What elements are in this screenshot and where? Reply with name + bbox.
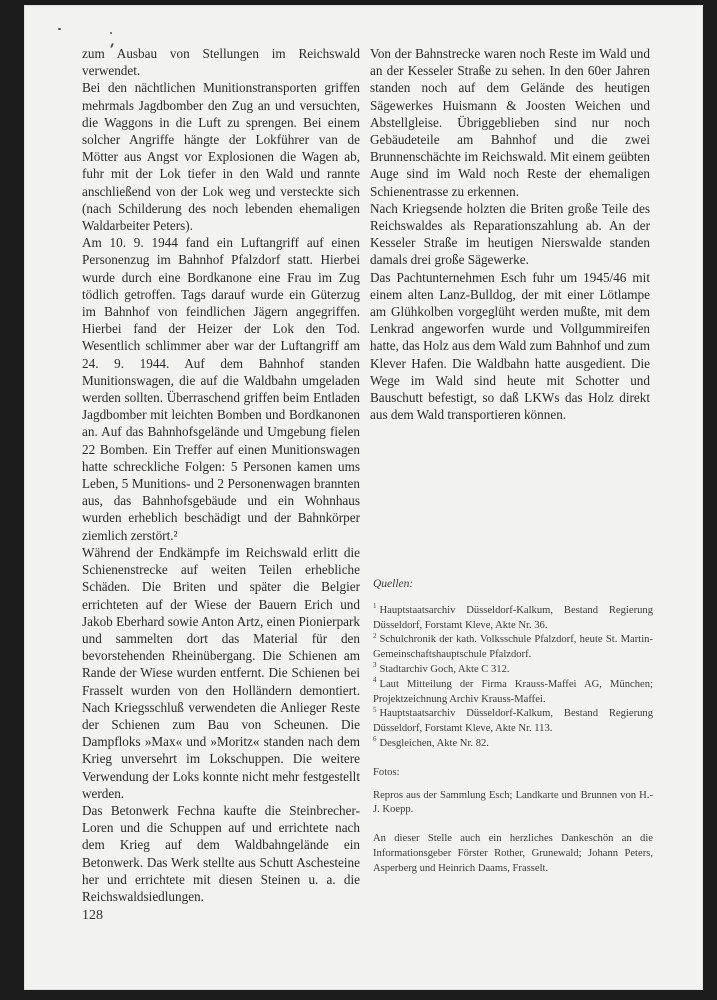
sources-heading: Quellen: (373, 578, 414, 590)
paragraph: Von der Bahnstrecke waren noch Reste im Wald und an der Kesseler Straße zu sehen. In den 60er Jahren standen noch auf dem Gelände des heutigen Sägewerkes Huismann & Joosten Weichen und Abstellgleise. Übriggeblieben sind nur noch Gebäudeteile am Bahnhof und die zwei Brunnenschächte im Reichswald. Mit einem geübten Auge sind im Wald noch Reste der ehemaligen Schienentrasse zu erkennen. (370, 46, 650, 199)
paragraph: Am 10. 9. 1944 fand ein Luftangriff auf einen Personenzug im Bahnhof Pfalzdorf statt. Hierbei wurde durch eine Bordkanone eine Frau im Zug tödlich getroffen. Tags darauf wurde ein Güterzug im Bahnhof von feindlichen Jägern angegriffen. Hierbei fand der Heizer der Lok den Tod. Wesentlich schlimmer aber war der Luftangriff am 24. 9. 1944. Auf dem Bahnhof standen Munitionswagen, die auf die Waldbahn umgeladen werden sollten. Überraschend griffen beim Entladen Jagdbomber mit leichten Bomben und Bordkanonen an. Auf das Bahnhofsgelände und Umgebung fielen 22 Bomben. Ein Treffer auf einen Munitionswagen hatte schreckliche Folgen: 5 Personen kamen ums Leben, 5 Munitions- und 2 Personenwagen brannten aus, das Bahnhofsgebäude und ein Wohnhaus wurden erheblich beschädigt und der Bahnkörper ziemlich zerstört.² (82, 235, 360, 543)
footnote-text: Schulchronik der kath. Volksschule Pfalzdorf, heute St. Martin-Gemeinschaftshauptschule Pfalzdorf. (373, 634, 653, 661)
acknowledgement: An dieser Stelle auch ein herzliches Dankeschön an die Informationsgeber Förster Rother, Grunewald; Johann Peters, Asperberg und Heinrich Daams, Frasselt. (373, 833, 653, 874)
page-number: 128 (82, 908, 103, 923)
footnote-number: 5 (373, 705, 377, 714)
footnote-number: 1 (373, 602, 377, 611)
paragraph: Das Pachtunternehmen Esch fuhr um 1945/46 mit einem alten Lanz-Bulldog, der mit einer Lötlampe am Glühkolben vorgeglüht werden mußte, mit dem Lenkrad angeworfen wurde und Vollgummireifen hatte, das Holz aus dem Wald zum Bahnhof und zum Klever Hafen. Die Waldbahn hatte ausgedient. Die Wege im Wald sind heute mit Schotter und Bauschutt befestigt, so daß LKWs das Holz direkt aus dem Wald transportieren können. (370, 269, 650, 423)
footnote-text: Desgleichen, Akte Nr. 82. (379, 737, 489, 749)
sources-section (373, 577, 653, 877)
footnote-number: 6 (373, 735, 377, 744)
scan-speck (110, 32, 112, 34)
right-text-column (370, 45, 650, 423)
scan-speck (58, 28, 61, 30)
footnote (373, 707, 653, 737)
footnote-text: Laut Mitteilung der Firma Krauss-Maffei AG, München; Projektzeichnung Archiv Krauss-Maffei. (373, 678, 653, 705)
photos-credit: Repros aus der Sammlung Esch; Landkarte und Brunnen von H.-J. Koepp. (373, 789, 653, 816)
footnote-number: 3 (373, 661, 377, 670)
footnote (373, 604, 653, 634)
paragraph: Das Betonwerk Fechna kaufte die Steinbrecher-Loren und die Schuppen auf und errichtete nach dem Krieg auf dem Waldbahngelände ein Betonwerk. Das Werk stellte aus Schutt Aschesteine her und errichtete mit diesen Steinen u. a. die Reichswaldsiedlungen. (82, 802, 360, 904)
photos-heading: Fotos: (373, 766, 400, 778)
footnote-number: 2 (373, 631, 377, 640)
footnote (373, 678, 653, 708)
paragraph: Bei den nächtlichen Munitionstransporten griffen mehrmals Jagdbomber den Zug an und versuchten, die Waggons in die Luft zu sprengen. Bei einem solcher Angriffe hängte der Lokführer van de Mötter aus Angst vor Explosionen die Wagen ab, fuhr mit der Lok tiefer in den Wald und rannte anschließend von der Lok weg und versteckte sich (nach Schilderung des noch lebenden ehemaligen Waldarbeiter Peters). (82, 80, 360, 234)
footnote (373, 633, 653, 663)
paragraph: Nach Kriegsende holzten die Briten große Teile des Reichswaldes als Reparationszahlung ab. An der Kesseler Straße im heutigen Nierswalde standen damals drei große Sägewerke. (370, 200, 650, 268)
footnote (373, 663, 653, 678)
left-text-column (82, 45, 360, 905)
paragraph: Während der Endkämpfe im Reichswald erlitt die Schienenstrecke auf weiten Teilen erhebliche Schäden. Die Briten und später die Belgier errichteten auf der Wiese der Bauern Erich und Jakob Eberhard sowie Anton Artz, einen Pionierpark und sammelten dort das Material für den bevorstehenden Rheinübergang. Die Schienen am Rande der Wiese wurden entfernt. Die Schienen bei Frasselt wurden von den Holländern demontiert. Nach Kriegsschluß verwendeten die Anlieger Reste der Schienen zum Bau von Scheunen. Die Dampfloks »Max« und »Moritz« standen nach dem Krieg unversehrt im Lokschuppen. Die weitere Verwendung der Loks konnte nicht mehr festgestellt werden. (82, 544, 360, 801)
footnote-text: Hauptstaatsarchiv Düsseldorf-Kalkum, Bestand Regierung Düsseldorf, Forstamt Kleve, Akte Nr. 113. (373, 708, 653, 735)
document-page (24, 5, 703, 990)
paragraph: zum Ausbau von Stellungen im Reichswald verwendet. (82, 46, 360, 79)
footnote-text: Hauptstaatsarchiv Düsseldorf-Kalkum, Bestand Regierung Düsseldorf, Forstamt Kleve, Akte Nr. 36. (373, 604, 653, 631)
footnote-text: Stadtarchiv Goch, Akte C 312. (379, 663, 510, 675)
footnote (373, 737, 653, 752)
footnote-number: 4 (373, 676, 377, 685)
